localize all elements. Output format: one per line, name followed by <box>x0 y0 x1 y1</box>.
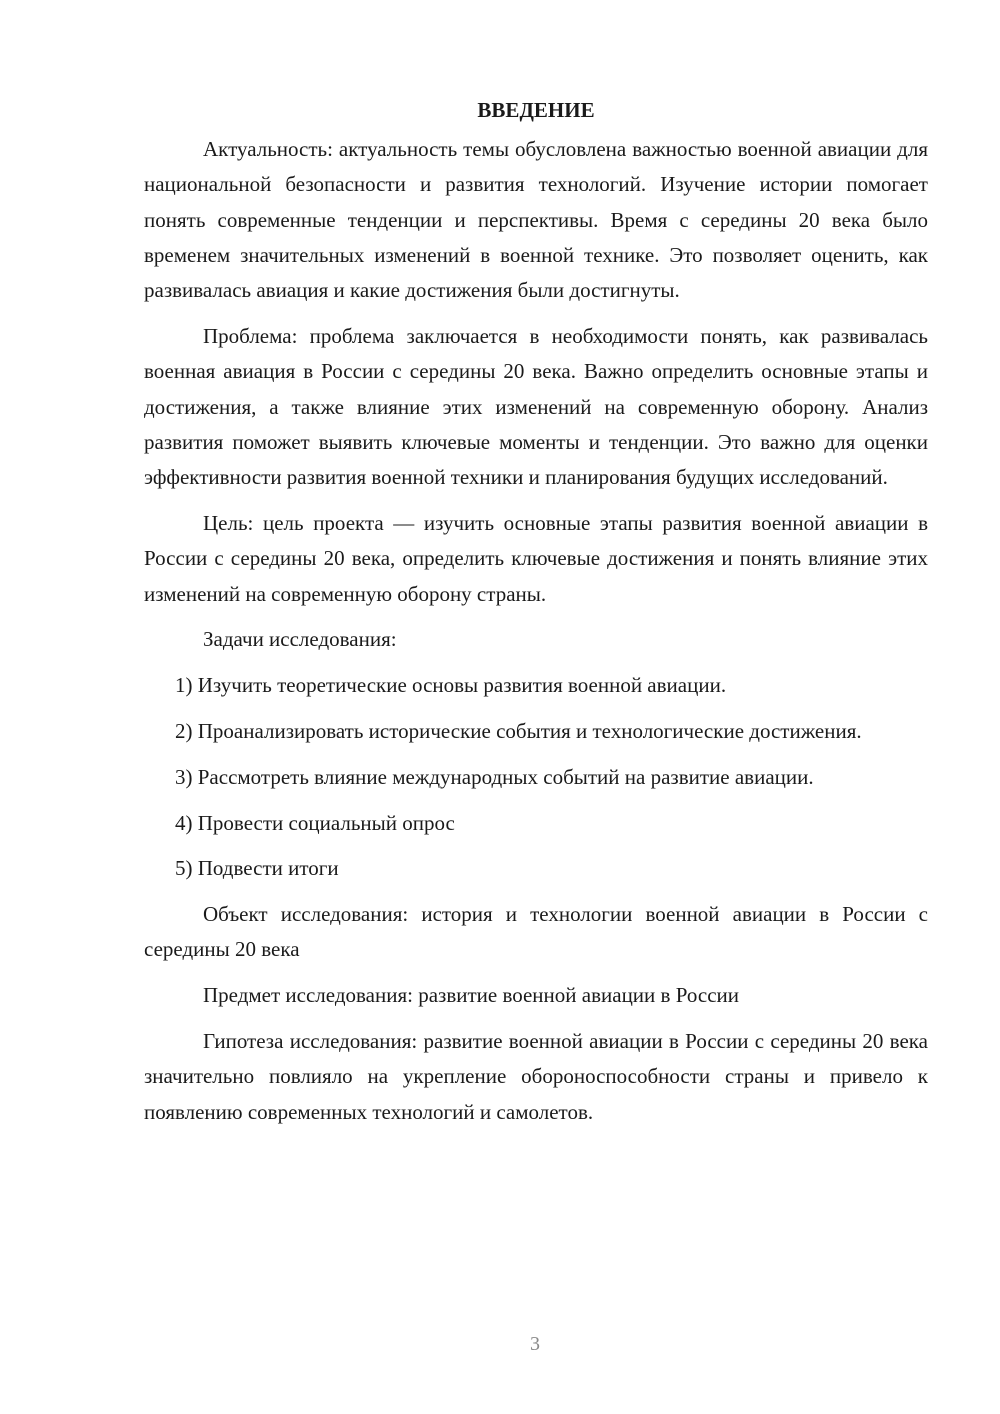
relevance-paragraph: Актуальность: актуальность темы обусловлена важностью военной авиации для национальной безопасности и развития технологий. Изучение истории помогает понять современные тенденции и перспективы. Время с середины 20 века было временем значительных изменений в военной технике. Это позволяет оценить, как развивалась авиация и какие достижения были достигнуты. <box>144 137 928 303</box>
section-heading: ВВЕДЕНИЕ <box>477 98 595 122</box>
document-page <box>144 92 928 1140</box>
task-item: 5) Подвести итоги <box>175 856 339 881</box>
task-item: 4) Провести социальный опрос <box>175 810 455 835</box>
goal-paragraph: Цель: цель проекта — изучить основные этапы развития военной авиации в России с середины 20 века, определить ключевые достижения и понять влияние этих изменений на современную оборону страны. <box>144 510 928 606</box>
object-paragraph: Объект исследования: история и технологии военной авиации в России с середины 20 века <box>144 902 928 962</box>
task-item: 2) Проанализировать исторические события и технологические достижения. <box>175 718 862 743</box>
task-item: 3) Рассмотреть влияние международных событий на развитие авиации. <box>175 764 814 789</box>
subject-paragraph: Предмет исследования: развитие военной авиации в России <box>203 983 739 1008</box>
problem-paragraph: Проблема: проблема заключается в необходимости понять, как развивалась военная авиация в России с середины 20 века. Важно определить основные этапы и достижения, а также влияние этих изменений на современную оборону. Анализ развития поможет выявить ключевые моменты и тенденции. Это важно для оценки эффективности развития военной техники и планирования будущих исследований. <box>144 323 928 490</box>
page-number: 3 <box>530 1333 540 1355</box>
hypothesis-paragraph: Гипотеза исследования: развитие военной авиации в России с середины 20 века значительно повлияло на укрепление обороноспособности страны и привело к появлению современных технологий и самолетов. <box>144 1029 928 1124</box>
tasks-heading-paragraph: Задачи исследования: <box>203 627 397 652</box>
task-item: 1) Изучить теоретические основы развития военной авиации. <box>175 673 727 698</box>
